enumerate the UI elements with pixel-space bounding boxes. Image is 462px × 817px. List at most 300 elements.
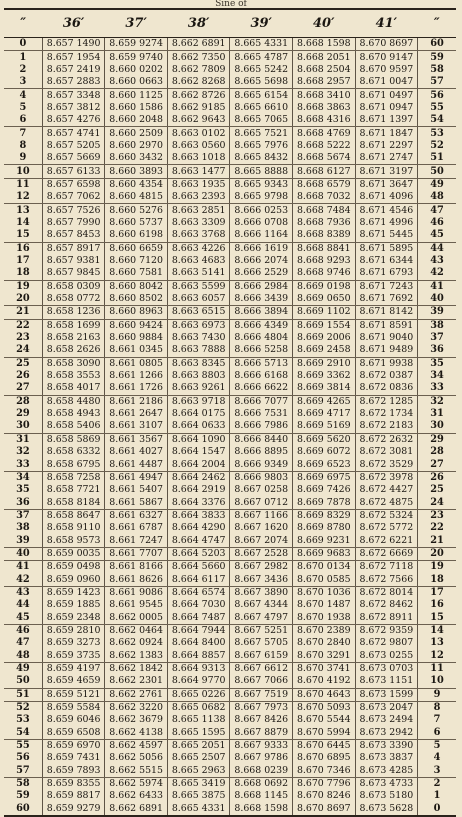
- log-sine-value: 8.672 2183: [355, 420, 418, 433]
- log-sine-value: 8.657 8453: [42, 229, 105, 242]
- log-sine-value: 8.659 7893: [42, 765, 105, 778]
- log-sine-value: 8.663 6973: [167, 319, 230, 332]
- seconds-right: 60: [418, 38, 456, 51]
- log-sine-value: 8.667 7066: [230, 675, 293, 688]
- log-sine-value: 8.666 0708: [230, 217, 293, 229]
- log-sine-value: 8.668 8841: [293, 242, 356, 255]
- log-sine-value: 8.665 6154: [230, 89, 293, 102]
- log-sine-value: 8.663 6057: [167, 293, 230, 306]
- log-sine-value: 8.671 8591: [355, 319, 418, 332]
- table-row: [4, 611, 456, 624]
- log-sine-value: 8.669 7878: [293, 496, 356, 509]
- log-sine-value: 8.666 2529: [230, 267, 293, 280]
- log-sine-value: 8.660 0202: [105, 64, 168, 76]
- table-row: [4, 777, 456, 790]
- seconds-right: 23: [418, 509, 456, 522]
- log-sine-value: 8.663 1935: [167, 178, 230, 191]
- seconds-left: 30: [4, 420, 42, 433]
- seconds-left: 39: [4, 534, 42, 547]
- log-sine-value: 8.671 6344: [355, 255, 418, 267]
- seconds-right: 7: [418, 714, 456, 726]
- log-sine-value: 8.668 9293: [293, 255, 356, 267]
- log-sine-value: 8.667 1166: [230, 509, 293, 522]
- log-sine-value: 8.657 4276: [42, 114, 105, 127]
- log-sine-value: 8.672 8014: [355, 586, 418, 599]
- log-sine-value: 8.660 8502: [105, 293, 168, 306]
- log-sine-value: 8.664 7030: [167, 599, 230, 611]
- log-sine-value: 8.672 8462: [355, 599, 418, 611]
- log-sine-value: 8.662 5515: [105, 765, 168, 778]
- seconds-left: 46: [16, 624, 30, 636]
- log-sine-value: 8.660 5276: [105, 204, 168, 217]
- header-row: [4, 9, 456, 38]
- log-sine-value: 8.668 6579: [293, 178, 356, 191]
- table-row: [4, 89, 456, 102]
- log-sine-value: 8.665 8888: [230, 165, 293, 178]
- seconds-right: 32: [418, 395, 456, 408]
- seconds-left: 37: [16, 509, 30, 521]
- table-row: [4, 242, 456, 255]
- log-sine-value: 8.667 6159: [230, 650, 293, 663]
- seconds-right: 25: [418, 484, 456, 496]
- seconds-right: 26: [418, 471, 456, 484]
- log-sine-value: 8.662 3679: [105, 714, 168, 726]
- log-sine-value: 8.671 7243: [355, 280, 418, 293]
- log-sine-value: 8.662 8726: [167, 89, 230, 102]
- log-sine-value: 8.670 3741: [293, 662, 356, 675]
- seconds-right: 49: [418, 178, 456, 191]
- seconds-right: 47: [418, 204, 456, 217]
- log-sine-value: 8.669 5620: [293, 433, 356, 446]
- log-sine-value: 8.670 5994: [293, 727, 356, 740]
- log-sine-value: 8.672 8911: [355, 611, 418, 624]
- log-sine-value: 8.662 2301: [105, 675, 168, 688]
- log-sine-value: 8.668 5674: [293, 152, 356, 165]
- seconds-left: 27: [4, 382, 42, 395]
- log-sine-value: 8.657 3348: [42, 89, 105, 102]
- log-sine-value: 8.665 7976: [230, 140, 293, 152]
- table-row: [4, 255, 456, 267]
- log-sine-value: 8.667 2528: [230, 547, 293, 560]
- log-sine-value: 8.666 6168: [230, 370, 293, 382]
- log-sine-value: 8.657 9381: [42, 255, 105, 267]
- seconds-left: 6: [4, 114, 42, 127]
- table-row: [4, 446, 456, 458]
- seconds-right: 41: [418, 280, 456, 293]
- seconds-right: 4: [418, 752, 456, 764]
- log-sine-value: 8.658 1699: [42, 319, 105, 332]
- log-sine-value: 8.659 5121: [42, 688, 105, 701]
- seconds-right: 44: [418, 242, 456, 255]
- log-sine-value: 8.664 1090: [167, 433, 230, 446]
- table-row: [4, 522, 456, 534]
- seconds-left: 43: [16, 586, 30, 598]
- log-sine-value: 8.665 9343: [230, 178, 293, 191]
- log-sine-value: 8.662 7809: [167, 64, 230, 76]
- log-sine-value: 8.662 5056: [105, 752, 168, 764]
- table-row: [4, 714, 456, 726]
- log-sine-value: 8.666 8440: [230, 433, 293, 446]
- seconds-left: 44: [16, 599, 30, 611]
- seconds-left: 4: [19, 89, 27, 101]
- table-row: [4, 280, 456, 293]
- log-sine-value: 8.661 6787: [105, 522, 168, 534]
- log-sine-value: 8.657 7062: [42, 191, 105, 204]
- log-sine-value: 8.659 0035: [42, 547, 105, 560]
- log-sine-value: 8.658 5406: [42, 420, 105, 433]
- log-sine-value: 8.665 0682: [167, 701, 230, 714]
- log-sine-value: 8.659 1423: [42, 586, 105, 599]
- log-sine-value: 8.671 0047: [355, 76, 418, 89]
- log-sine-value: 8.659 1885: [42, 599, 105, 611]
- log-sine-value: 8.666 3439: [230, 293, 293, 306]
- log-sine-value: 8.665 2963: [167, 765, 230, 778]
- log-sine-value: 8.658 3553: [42, 370, 105, 382]
- log-sine-value: 8.662 6891: [167, 38, 230, 51]
- seconds-right: 20: [418, 547, 456, 560]
- seconds-right: 59: [418, 51, 456, 64]
- table-row: [4, 127, 456, 140]
- log-sine-value: 8.665 7065: [230, 114, 293, 127]
- table-row: [4, 701, 456, 714]
- seconds-left: 31: [16, 433, 30, 445]
- log-sine-value: 8.670 1938: [293, 611, 356, 624]
- log-sine-value: 8.673 5180: [355, 790, 418, 802]
- log-sine-value: 8.658 4480: [42, 395, 105, 408]
- log-sine-value: 8.667 8426: [230, 714, 293, 726]
- log-sine-value: 8.657 2883: [42, 76, 105, 89]
- table-row: [4, 765, 456, 778]
- log-sine-value: 8.660 2509: [105, 127, 168, 140]
- log-sine-value: 8.664 5660: [167, 561, 230, 574]
- log-sine-value: 8.658 1236: [42, 306, 105, 319]
- seconds-left: 38: [16, 522, 30, 534]
- log-sine-value: 8.665 1595: [167, 727, 230, 740]
- log-sine-value: 8.670 6895: [293, 752, 356, 764]
- log-sine-value: 8.673 1599: [355, 688, 418, 701]
- log-sine-value: 8.671 3197: [355, 165, 418, 178]
- seconds-left: 47: [16, 637, 30, 649]
- log-sine-value: 8.662 6891: [105, 803, 168, 816]
- table-row: [4, 370, 456, 382]
- log-sine-value: 8.670 0585: [293, 573, 356, 586]
- log-sine-value: 8.670 5093: [293, 701, 356, 714]
- table-row: [4, 64, 456, 76]
- log-sine-value: 8.661 1266: [105, 370, 168, 382]
- seconds-right: 17: [418, 586, 456, 599]
- seconds-right: 15: [418, 611, 456, 624]
- seconds-right: 1: [418, 790, 456, 802]
- log-sine-value: 8.662 0005: [105, 611, 168, 624]
- log-sine-value: 8.667 4797: [230, 611, 293, 624]
- log-sine-value: 8.663 6515: [167, 306, 230, 319]
- log-sine-value: 8.662 4138: [105, 727, 168, 740]
- log-sine-value: 8.668 1598: [230, 803, 293, 816]
- log-sine-value: 8.669 3814: [293, 382, 356, 395]
- table-row: [4, 140, 456, 152]
- seconds-right: 22: [418, 522, 456, 534]
- seconds-right: 35: [418, 357, 456, 370]
- table-row: [4, 534, 456, 547]
- log-sine-value: 8.659 2810: [42, 624, 105, 637]
- log-sine-value: 8.673 2494: [355, 714, 418, 726]
- log-sine-value: 8.672 5772: [355, 522, 418, 534]
- seconds-right: 52: [418, 140, 456, 152]
- log-sine-value: 8.662 7350: [167, 51, 230, 64]
- log-sine-value: 8.661 4947: [105, 471, 168, 484]
- seconds-right: 33: [418, 382, 456, 395]
- log-sine-value: 8.668 1598: [293, 38, 356, 51]
- log-sine-value: 8.660 4354: [105, 178, 168, 191]
- log-sine-value: 8.665 3419: [167, 777, 230, 790]
- log-sine-value: 8.663 7888: [167, 344, 230, 357]
- log-sine-value: 8.662 2761: [105, 688, 168, 701]
- seconds-left: 10: [4, 165, 42, 178]
- log-sine-value: 8.672 9807: [355, 637, 418, 649]
- log-sine-value: 8.666 7077: [230, 395, 293, 408]
- log-sine-value: 8.665 4331: [230, 38, 293, 51]
- log-sine-value: 8.670 3291: [293, 650, 356, 663]
- log-sine-value: 8.665 5698: [230, 76, 293, 89]
- table-row: [4, 38, 456, 51]
- log-sine-value: 8.661 2186: [105, 395, 168, 408]
- log-sine-value: 8.658 7721: [42, 484, 105, 496]
- seconds-left: 2: [19, 63, 27, 75]
- table-row: [4, 624, 456, 637]
- seconds-right: 3: [418, 765, 456, 778]
- seconds-right: 27: [418, 458, 456, 471]
- log-sine-value: 8.671 9489: [355, 344, 418, 357]
- log-sine-value: 8.659 9740: [105, 51, 168, 64]
- log-sine-value: 8.668 6127: [293, 165, 356, 178]
- table-row: [4, 727, 456, 740]
- log-sine-value: 8.661 9086: [105, 586, 168, 599]
- table-row: [4, 573, 456, 586]
- log-sine-value: 8.661 8166: [105, 561, 168, 574]
- table-row: [4, 471, 456, 484]
- seconds-right: 9: [418, 688, 456, 701]
- log-sine-value: 8.670 6445: [293, 739, 356, 752]
- log-sine-value: 8.670 2389: [293, 624, 356, 637]
- table-row: [4, 114, 456, 127]
- log-sine-value: 8.666 9803: [230, 471, 293, 484]
- log-sine-value: 8.671 0497: [355, 89, 418, 102]
- log-sine-value: 8.659 6508: [42, 727, 105, 740]
- log-sine-value: 8.670 9597: [355, 64, 418, 76]
- log-sine-value: 8.665 4787: [230, 51, 293, 64]
- log-sine-value: 8.667 5705: [230, 637, 293, 649]
- log-sine-value: 8.661 0345: [105, 344, 168, 357]
- seconds-left: 14: [16, 216, 30, 228]
- seconds-right: 34: [418, 370, 456, 382]
- log-sine-value: 8.659 2348: [42, 611, 105, 624]
- log-sine-value: 8.670 8246: [293, 790, 356, 802]
- log-sine-value: 8.663 3309: [167, 217, 230, 229]
- table-row: [4, 484, 456, 496]
- seconds-right: 38: [418, 319, 456, 332]
- table-row: [4, 547, 456, 560]
- log-sine-value: 8.666 7531: [230, 408, 293, 420]
- log-sine-value: 8.672 4427: [355, 484, 418, 496]
- table-row: [4, 229, 456, 242]
- seconds-right: 18: [418, 573, 456, 586]
- log-sine-value: 8.665 2507: [167, 752, 230, 764]
- log-sine-value: 8.658 2626: [42, 344, 105, 357]
- log-sine-value: 8.660 1586: [105, 102, 168, 114]
- table-row: [4, 790, 456, 802]
- log-sine-value: 8.669 8329: [293, 509, 356, 522]
- log-sine-value: 8.664 9770: [167, 675, 230, 688]
- table-row: [4, 408, 456, 420]
- log-sine-value: 8.657 1490: [42, 38, 105, 51]
- log-sine-value: 8.660 1125: [105, 89, 168, 102]
- seconds-right: 40: [418, 293, 456, 306]
- table-row: [4, 332, 456, 344]
- log-sine-value: 8.672 9359: [355, 624, 418, 637]
- log-sine-value: 8.662 5974: [105, 777, 168, 790]
- seconds-left: 56: [16, 752, 30, 764]
- minute-header: 39′: [230, 9, 293, 38]
- log-sine-value: 8.662 8268: [167, 76, 230, 89]
- seconds-right: 58: [418, 64, 456, 76]
- log-sine-value: 8.661 3567: [105, 433, 168, 446]
- log-sine-value: 8.658 6795: [42, 458, 105, 471]
- log-sine-value: 8.660 0663: [105, 76, 168, 89]
- seconds-left: 36: [4, 496, 42, 509]
- log-sine-value: 8.660 7120: [105, 255, 168, 267]
- seconds-right: 42: [418, 267, 456, 280]
- table-row: [4, 152, 456, 165]
- log-sine-value: 8.661 7707: [105, 547, 168, 560]
- log-sine-value: 8.663 1477: [167, 165, 230, 178]
- log-sine-value: 8.663 9718: [167, 395, 230, 408]
- log-sine-value: 8.664 4747: [167, 534, 230, 547]
- log-sine-value: 8.667 5251: [230, 624, 293, 637]
- log-sine-value: 8.659 8817: [42, 790, 105, 802]
- log-sine-value: 8.666 7986: [230, 420, 293, 433]
- log-sine-value: 8.663 4226: [167, 242, 230, 255]
- log-sine-value: 8.671 6793: [355, 267, 418, 280]
- log-sine-value: 8.666 6622: [230, 382, 293, 395]
- log-sine-value: 8.663 2393: [167, 191, 230, 204]
- seconds-left: 35: [16, 484, 30, 496]
- seconds-left: 23: [16, 332, 30, 344]
- log-sine-value: 8.658 4943: [42, 408, 105, 420]
- log-sine-value: 8.661 6327: [105, 509, 168, 522]
- log-sine-value: 8.667 3436: [230, 573, 293, 586]
- log-sine-value: 8.664 0633: [167, 420, 230, 433]
- log-sine-value: 8.672 1734: [355, 408, 418, 420]
- seconds-left: 16: [16, 242, 30, 254]
- log-sine-value: 8.660 6198: [105, 229, 168, 242]
- log-sine-value: 8.671 2747: [355, 152, 418, 165]
- log-sine-value: 8.667 0712: [230, 496, 293, 509]
- log-sine-value: 8.658 8184: [42, 496, 105, 509]
- log-sine-value: 8.665 8432: [230, 152, 293, 165]
- log-sine-value: 8.663 4683: [167, 255, 230, 267]
- log-sine-value: 8.671 1847: [355, 127, 418, 140]
- log-sine-value: 8.659 9279: [42, 803, 105, 816]
- log-sine-value: 8.667 9786: [230, 752, 293, 764]
- seconds-right: 31: [418, 408, 456, 420]
- table-row: [4, 178, 456, 191]
- log-sine-value: 8.662 9643: [167, 114, 230, 127]
- seconds-left: 22: [16, 319, 30, 331]
- seconds-right: 54: [418, 114, 456, 127]
- seconds-left: 25: [16, 357, 30, 369]
- log-sine-value: 8.669 1102: [293, 306, 356, 319]
- log-sine-value: 8.671 0947: [355, 102, 418, 114]
- table-body: [4, 38, 456, 816]
- log-sine-value: 8.665 1138: [167, 714, 230, 726]
- seconds-left: 13: [16, 204, 30, 216]
- log-sine-value: 8.668 3863: [293, 102, 356, 114]
- minute-header: 37′: [105, 9, 168, 38]
- log-sine-value: 8.668 2051: [293, 51, 356, 64]
- seconds-left: 33: [4, 458, 42, 471]
- log-sine-value: 8.658 0772: [42, 293, 105, 306]
- log-sine-value: 8.669 2910: [293, 357, 356, 370]
- table-row: [4, 433, 456, 446]
- seconds-right: 45: [418, 229, 456, 242]
- log-sine-value: 8.667 2074: [230, 534, 293, 547]
- minute-header: 36′: [42, 9, 105, 38]
- seconds-left: 48: [4, 650, 42, 663]
- log-sine-value: 8.663 7430: [167, 332, 230, 344]
- log-sine-value: 8.673 4285: [355, 765, 418, 778]
- log-sine-value: 8.672 7118: [355, 561, 418, 574]
- log-sine-value: 8.667 7519: [230, 688, 293, 701]
- log-sine-value: 8.669 5169: [293, 420, 356, 433]
- log-sine-value: 8.670 4192: [293, 675, 356, 688]
- seconds-right: 6: [418, 727, 456, 740]
- log-sine-value: 8.659 6970: [42, 739, 105, 752]
- log-sine-value: 8.673 2047: [355, 701, 418, 714]
- log-sine-value: 8.661 5407: [105, 484, 168, 496]
- log-sine-value: 8.672 2632: [355, 433, 418, 446]
- seconds-left: 17: [16, 255, 30, 267]
- table-row: [4, 102, 456, 114]
- log-sine-value: 8.659 3273: [42, 637, 105, 649]
- log-sine-value: 8.669 4717: [293, 408, 356, 420]
- log-sine-value: 8.665 3875: [167, 790, 230, 802]
- log-sine-value: 8.660 2970: [105, 140, 168, 152]
- log-sine-value: 8.665 5242: [230, 64, 293, 76]
- seconds-left: 9: [4, 152, 42, 165]
- log-sine-value: 8.658 3090: [42, 357, 105, 370]
- log-sine-value: 8.659 5584: [42, 701, 105, 714]
- log-sine-value: 8.660 5737: [105, 217, 168, 229]
- table-row: [4, 357, 456, 370]
- seconds-right: 39: [418, 306, 456, 319]
- log-sine-value: 8.670 9147: [355, 51, 418, 64]
- log-sine-value: 8.669 0198: [293, 280, 356, 293]
- log-sine-value: 8.664 5203: [167, 547, 230, 560]
- table-row: [4, 561, 456, 574]
- log-sine-value: 8.666 0253: [230, 204, 293, 217]
- log-sine-value: 8.666 5258: [230, 344, 293, 357]
- log-sine-value: 8.663 5599: [167, 280, 230, 293]
- log-sine-value: 8.668 4316: [293, 114, 356, 127]
- log-sine-value: 8.673 0703: [355, 662, 418, 675]
- log-sine-value: 8.669 9231: [293, 534, 356, 547]
- log-sine-value: 8.665 9798: [230, 191, 293, 204]
- log-sine-value: 8.664 0175: [167, 408, 230, 420]
- log-sine-value: 8.670 1036: [293, 586, 356, 599]
- log-sine-value: 8.673 2942: [355, 727, 418, 740]
- table-row: [4, 395, 456, 408]
- log-sine-value: 8.670 2840: [293, 637, 356, 649]
